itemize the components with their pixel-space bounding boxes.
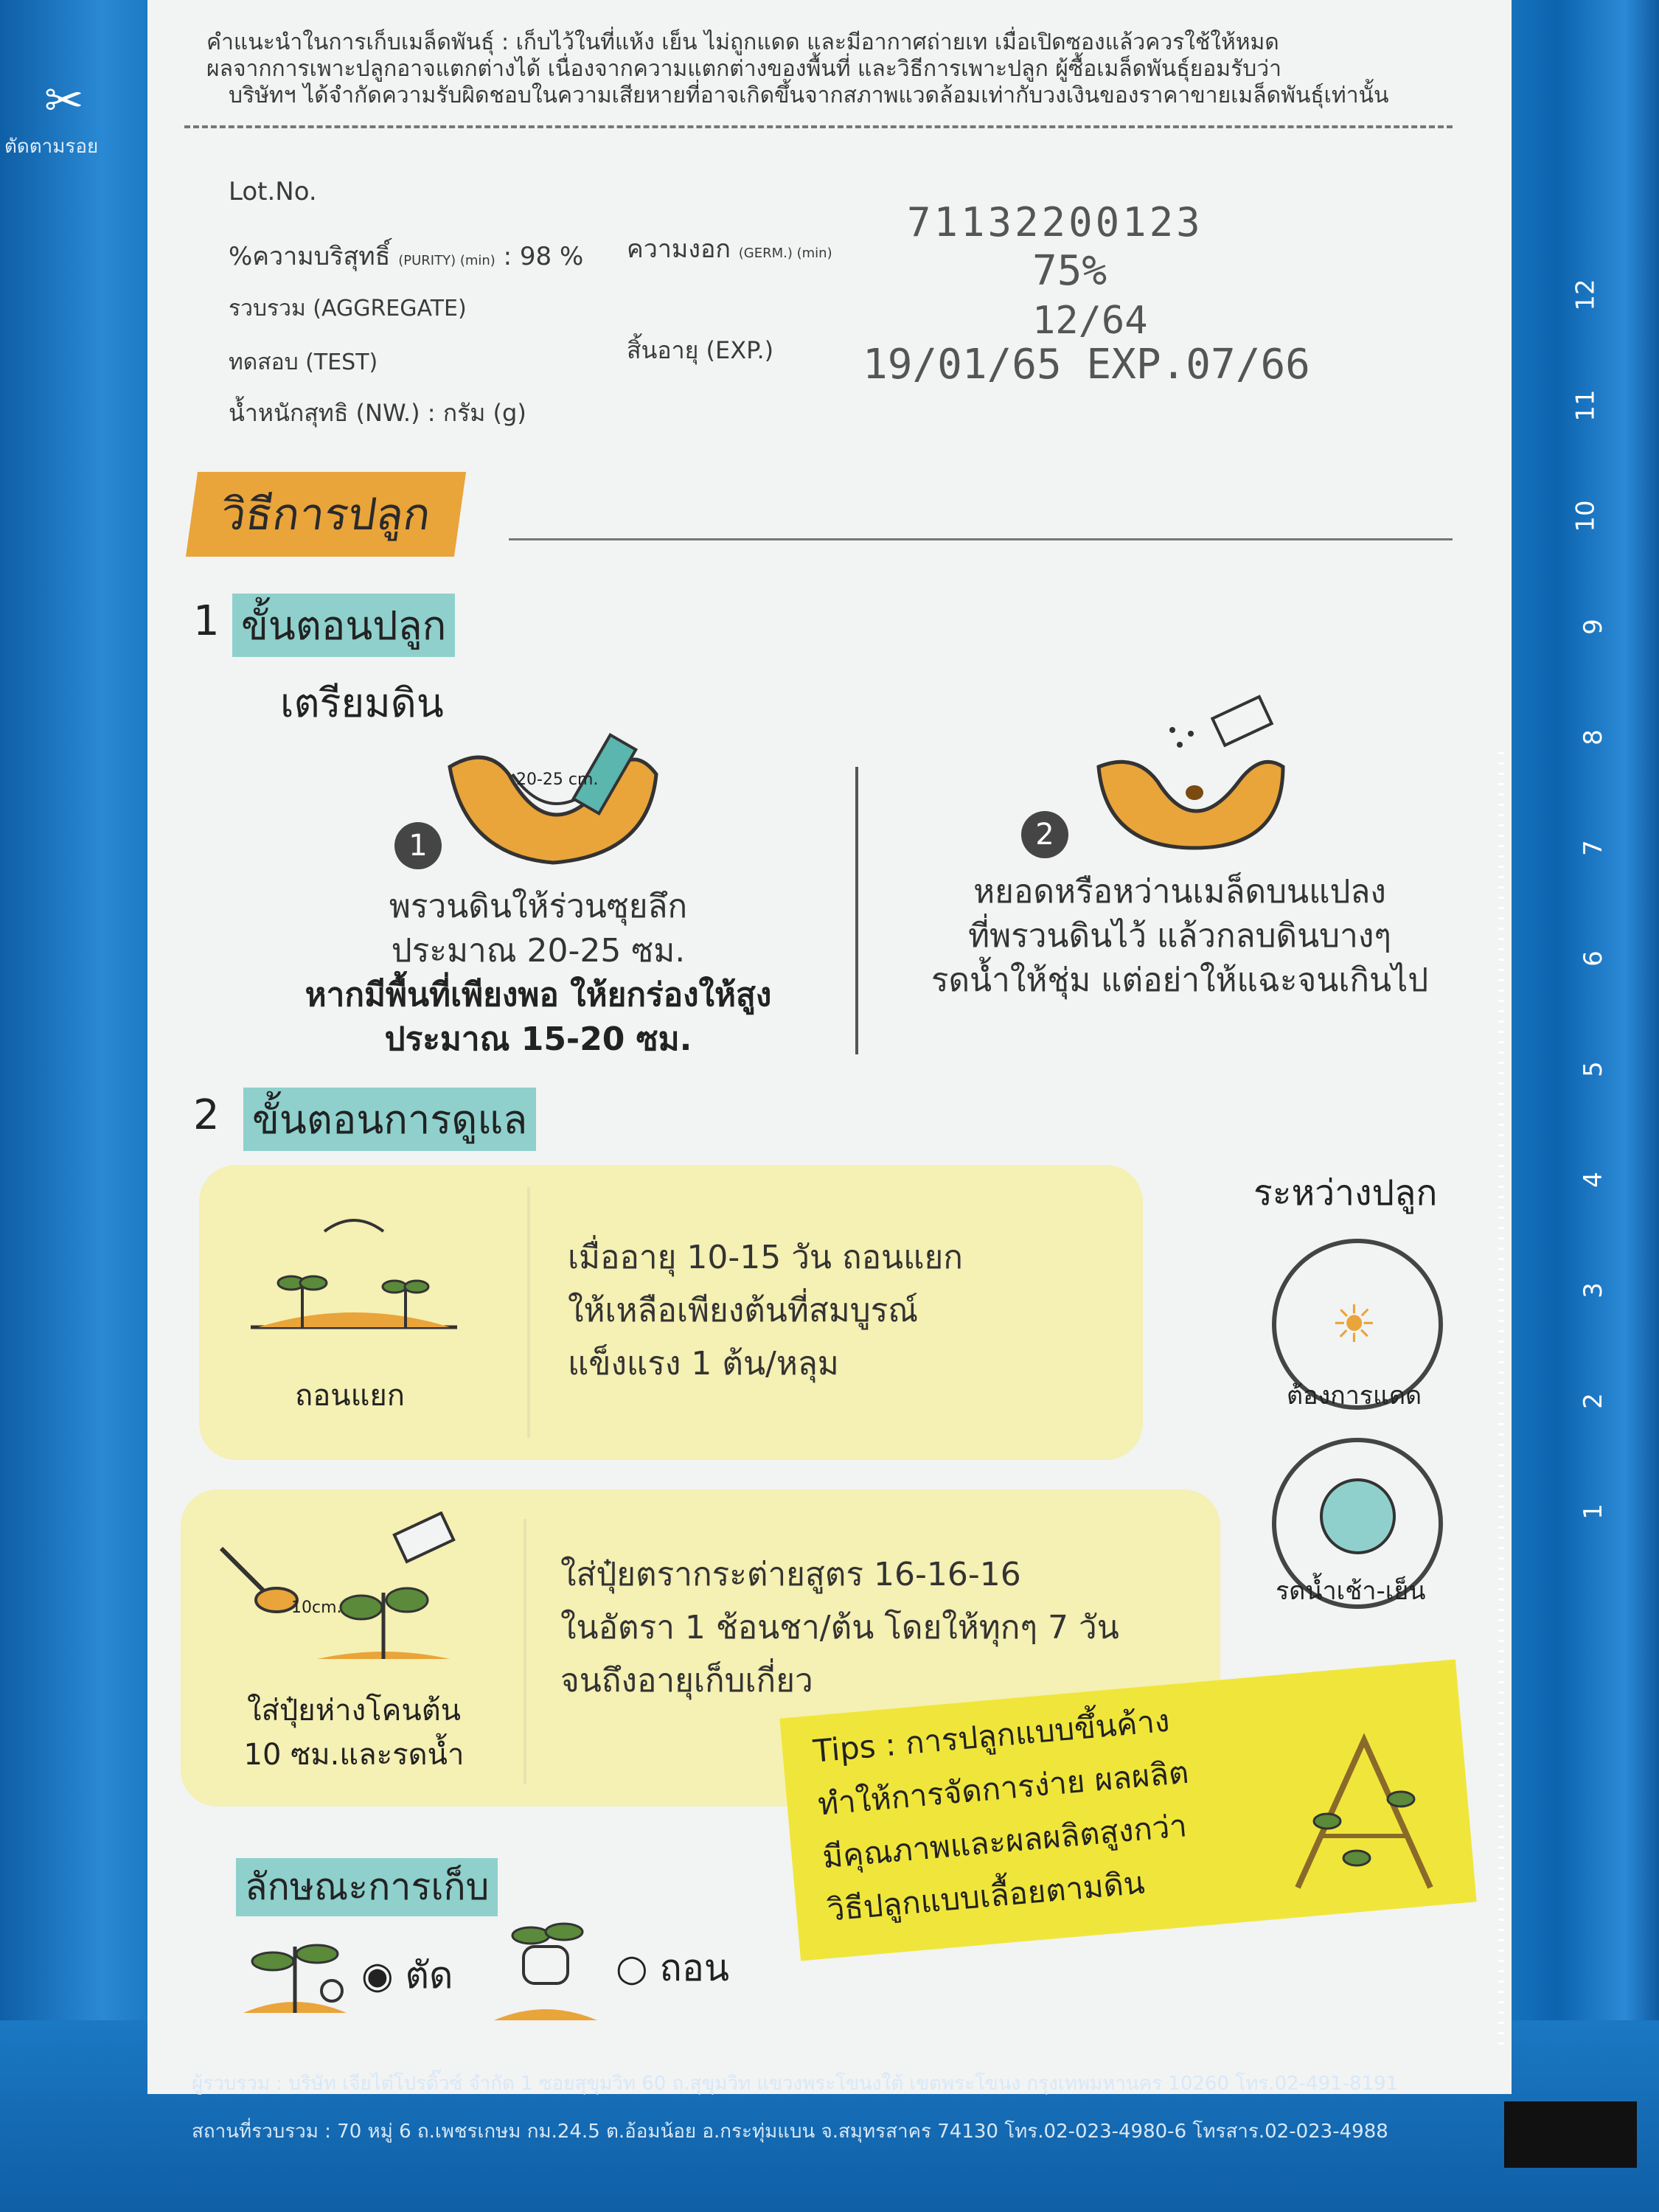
ruler-number: 2 xyxy=(1579,1393,1609,1409)
step-1a-line: ประมาณ 15-20 ซม. xyxy=(384,1020,692,1058)
step-1a-text xyxy=(243,885,833,1062)
empty-circle-icon: ○ xyxy=(616,1947,648,1989)
footer-line: สถานที่รวบรวม : 70 หมู่ 6 ถ.เพชรเกษม กม.24.5 ต.อ้อมน้อย อ.กระทุ่มแบน จ.สมุทรสาคร 74130 โทร.02-023-4980-6 โทรสาร.02-023-4988 xyxy=(192,2121,1388,2143)
purity-row xyxy=(229,236,583,276)
note-line: คำแนะนำในการเก็บเมล็ดพันธุ์ : เก็บไว้ในที่แห้ง เย็น ไม่ถูกแดด และมีอากาศถ่ายเท เมื่อเปิดซองแล้วควรใช้ให้หมด xyxy=(206,29,1279,55)
ruler-number: 4 xyxy=(1579,1172,1609,1188)
care-box-divider xyxy=(524,1519,526,1784)
ruler-ticks xyxy=(1498,752,1504,2050)
step-1b-line: หยอดหรือหว่านเมล็ดบนแปลง xyxy=(973,873,1386,911)
test-exp-value: 19/01/65 EXP.07/66 xyxy=(863,341,1310,389)
step2-title: ขั้นตอนการดูแล xyxy=(243,1088,536,1151)
soil-dig-icon xyxy=(442,730,664,870)
cut-harvest-icon xyxy=(229,1917,361,2028)
ruler-number: 1 xyxy=(1579,1503,1609,1520)
step-1a-number: 1 xyxy=(394,822,442,869)
fertilizer-icon-label xyxy=(214,1688,494,1777)
pull-harvest-icon xyxy=(479,1917,612,2028)
ruler-number: 8 xyxy=(1579,729,1609,745)
step-1a-line: พรวนดินให้ร่วนซุยลึก xyxy=(389,888,688,925)
method-title: วิธีการปลูก xyxy=(186,472,466,557)
pull-label: ถอน xyxy=(659,1947,730,1989)
during-title: ระหว่างปลูก xyxy=(1253,1172,1438,1214)
purity-value: : 98 % xyxy=(503,242,584,271)
foil-left-edge xyxy=(0,0,170,2212)
cut-option xyxy=(361,1947,453,2005)
tips-line: Tips : การปลูกแบบขึ้นค้าง xyxy=(811,1702,1172,1770)
cut-label: ตัดตามรอย xyxy=(4,136,99,158)
barcode-patch xyxy=(1504,2101,1637,2168)
step-1b-text xyxy=(892,870,1467,1003)
step1-separator xyxy=(855,767,858,1054)
ruler-number: 6 xyxy=(1579,950,1609,967)
ruler-number: 5 xyxy=(1579,1061,1609,1077)
ruler-number: 3 xyxy=(1579,1282,1609,1298)
fertilizer-line: ในอัตรา 1 ช้อนชา/ต้น โดยให้ทุกๆ 7 วัน xyxy=(560,1609,1119,1646)
fertilizer-watering-icon xyxy=(214,1512,465,1681)
depth-label: 20-25 cm. xyxy=(516,771,599,789)
ruler-number: 7 xyxy=(1579,840,1609,856)
fertilizer-icon-label-line: ใส่ปุ๋ยห่างโคนต้น xyxy=(246,1694,462,1728)
thinning-line: เมื่ออายุ 10-15 วัน ถอนแยก xyxy=(568,1239,963,1276)
weight-label: น้ำหนักสุทธิ (NW.) : กรัม (g) xyxy=(229,399,526,427)
step-1a-line: ประมาณ 20-25 ซม. xyxy=(391,932,686,970)
lot-value: 71132200123 xyxy=(907,199,1203,246)
germ-value: 75% xyxy=(1032,247,1107,295)
step-1a-line: หากมีพื้นที่เพียงพอ ให้ยกร่องให้สูง xyxy=(305,976,772,1014)
germ-sup: (GERM.) (min) xyxy=(738,246,832,261)
seed-sowing-icon xyxy=(1091,693,1298,855)
note-line: ผลจากการเพาะปลูกอาจแตกต่างได้ เนื่องจากความแตกต่างของพื้นที่ และวิธีการเพาะปลูก ผู้ซื้อเมล็ดพันธุ์ยอมรับว่า xyxy=(206,56,1281,82)
step1-number: 1 xyxy=(193,597,220,645)
tips-text xyxy=(811,1693,1200,1937)
note-line: บริษัทฯ ได้จำกัดความรับผิดชอบในความเสียหายที่อาจเกิดขึ้นจากสภาพแวดล้อมเท่ากับวงเงินของราคาขายเมล็ดพันธุ์เท่านั้น xyxy=(229,83,1389,108)
notes xyxy=(206,29,1460,109)
tips-line: วิธีปลูกแบบเลื้อยตามดิน xyxy=(825,1864,1147,1928)
tips-line: ทำให้การจัดการง่าย ผลผลิต xyxy=(816,1753,1191,1823)
aggregate-value: 12/64 xyxy=(1032,299,1148,343)
plant-globe-icon xyxy=(1320,1478,1396,1554)
fertilizer-line: ใส่ปุ๋ยตรากระต่ายสูตร 16-16-16 xyxy=(560,1556,1021,1593)
thinning-line: แข็งแรง 1 ต้น/หลุม xyxy=(568,1345,839,1382)
seedling-thinning-icon xyxy=(243,1202,465,1349)
fertilizer-line: จนถึงอายุเก็บเกี่ยว xyxy=(560,1662,813,1700)
care-box-divider xyxy=(527,1187,530,1438)
fertilizer-icon-label-line: 10 ซม.และรดน้ำ xyxy=(243,1738,465,1772)
trellis-icon xyxy=(1276,1725,1453,1895)
germ-label: ความงอก xyxy=(627,234,731,264)
test-label: ทดสอบ (TEST) xyxy=(229,349,378,375)
step-1b-line: รดน้ำให้ชุ่ม แต่อย่าให้แฉะจนเกินไป xyxy=(931,961,1429,999)
checked-circle-icon: ◉ xyxy=(361,1954,394,1997)
thinning-line: ให้เหลือเพียงต้นที่สมบูรณ์ xyxy=(568,1292,919,1329)
tips-line: มีคุณภาพและผลผลิตสูงกว่า xyxy=(821,1807,1189,1876)
sun-icon: ☀ xyxy=(1331,1294,1377,1354)
purity-sup: (PURITY) (min) xyxy=(398,253,495,268)
footer-line: ผู้รวบรวม : บริษัท เจียไต๋โปรดิ๊วซ์ จำกัด 1 ซอยสุขุมวิท 60 ถ.สุขุมวิท แขวงพระโขนงใต้ เขตพระโขนง กรุงเทพมหานคร 10260 โทร.02-491-8191 xyxy=(192,2073,1399,2095)
scissors-icon: ✂ xyxy=(44,74,84,128)
step1-title: ขั้นตอนปลูก xyxy=(232,594,455,657)
purity-label: %ความบริสุทธิ์ xyxy=(229,242,391,271)
water-label: รดน้ำเช้า-เย็น xyxy=(1276,1576,1426,1606)
aggregate-label: รวบรวม (AGGREGATE) xyxy=(229,296,467,321)
ruler-number: 12 xyxy=(1571,279,1601,311)
ruler-number: 11 xyxy=(1571,389,1601,422)
pull-option xyxy=(616,1939,729,1997)
germ-row xyxy=(627,229,832,268)
thinning-text xyxy=(568,1231,963,1391)
step1-subtitle: เตรียมดิน xyxy=(280,680,444,726)
divider xyxy=(184,125,1453,128)
exp-label: สิ้นอายุ (EXP.) xyxy=(627,336,774,364)
ruler xyxy=(1498,279,1646,2050)
method-divider xyxy=(509,538,1453,540)
sun-label: ต้องการแดด xyxy=(1287,1381,1422,1411)
ruler-number: 9 xyxy=(1579,619,1609,635)
ruler-number: 10 xyxy=(1571,500,1601,532)
thinning-icon-label: ถอนแยก xyxy=(295,1379,406,1413)
fertilizer-text xyxy=(560,1548,1119,1708)
step-1b-number: 2 xyxy=(1021,811,1068,858)
lot-label: Lot.No. xyxy=(229,177,317,206)
cut-label: ตัด xyxy=(405,1954,453,1997)
step-1b-line: ที่พรวนดินไว้ แล้วกลบดินบางๆ xyxy=(968,917,1391,955)
fertilizer-measure: 10cm. xyxy=(291,1599,342,1617)
step2-number: 2 xyxy=(193,1091,220,1139)
harvest-title: ลักษณะการเก็บ xyxy=(236,1858,498,1916)
